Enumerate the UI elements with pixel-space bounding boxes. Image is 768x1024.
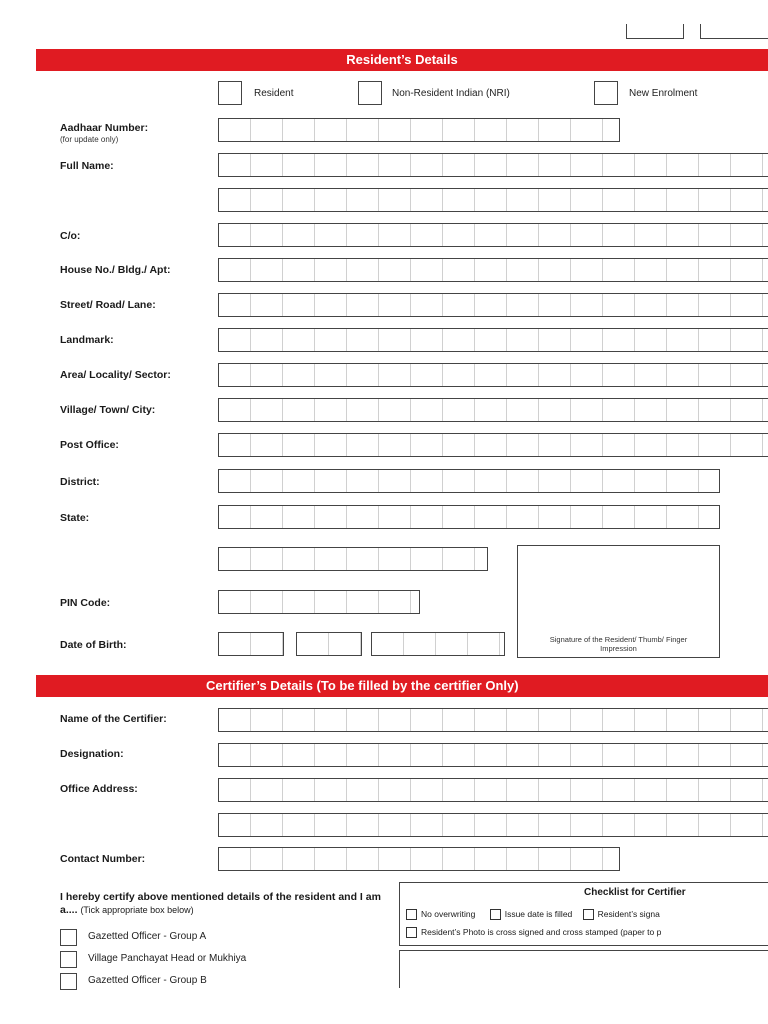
signature-box[interactable] bbox=[517, 545, 720, 658]
certifier-name-field[interactable] bbox=[218, 708, 768, 732]
full-name-field-1[interactable] bbox=[218, 153, 768, 177]
contact-number-label: Contact Number: bbox=[60, 853, 146, 865]
gazetted-group-b-checkbox[interactable] bbox=[60, 973, 77, 990]
office-address-field-2[interactable] bbox=[218, 813, 768, 837]
nri-checkbox[interactable] bbox=[358, 81, 382, 105]
no-overwriting-label: No overwriting bbox=[421, 909, 476, 919]
area-field[interactable] bbox=[218, 363, 768, 387]
resident-checkbox[interactable] bbox=[218, 81, 242, 105]
post-office-label: Post Office: bbox=[60, 439, 119, 451]
no-overwriting-checkbox[interactable] bbox=[406, 909, 417, 920]
dob-day-field[interactable] bbox=[218, 632, 284, 656]
designation-field[interactable] bbox=[218, 743, 768, 767]
issue-date-label: Issue date is filled bbox=[504, 909, 573, 919]
office-address-label: Office Address: bbox=[60, 783, 138, 795]
gazetted-group-b-label: Gazetted Officer - Group B bbox=[88, 975, 207, 986]
pin-code-field[interactable] bbox=[218, 590, 420, 614]
resident-checkbox-label: Resident bbox=[254, 88, 294, 99]
certify-statement: I hereby certify above mentioned details of the resident and I am a.... (Tick appropriate box below) bbox=[60, 891, 381, 916]
date-of-birth-label: Date of Birth: bbox=[60, 639, 127, 651]
resident-details-banner: Resident’s Details bbox=[36, 49, 768, 71]
resident-signature-label: Resident’s signa bbox=[597, 909, 660, 919]
top-box-2 bbox=[700, 24, 768, 39]
aadhaar-note: (for update only) bbox=[60, 135, 119, 144]
care-of-field[interactable] bbox=[218, 223, 768, 247]
street-label: Street/ Road/ Lane: bbox=[60, 299, 156, 311]
dob-year-field[interactable] bbox=[371, 632, 505, 656]
certifier-name-label: Name of the Certifier: bbox=[60, 713, 167, 725]
house-field[interactable] bbox=[218, 258, 768, 282]
checklist-box bbox=[399, 882, 768, 946]
district-label: District: bbox=[60, 476, 100, 488]
resident-signature-checkbox[interactable] bbox=[583, 909, 594, 920]
photo-cross-signed-checkbox[interactable] bbox=[406, 927, 417, 938]
area-label: Area/ Locality/ Sector: bbox=[60, 369, 171, 381]
village-field[interactable] bbox=[218, 398, 768, 422]
landmark-label: Landmark: bbox=[60, 334, 114, 346]
care-of-label: C/o: bbox=[60, 230, 81, 242]
photo-cross-signed-label: Resident’s Photo is cross signed and cross stamped (paper to p bbox=[421, 927, 662, 937]
certifier-stamp-box[interactable] bbox=[399, 950, 768, 988]
office-address-field-1[interactable] bbox=[218, 778, 768, 802]
extra-address-field[interactable] bbox=[218, 547, 488, 571]
street-field[interactable] bbox=[218, 293, 768, 317]
landmark-field[interactable] bbox=[218, 328, 768, 352]
pin-code-label: PIN Code: bbox=[60, 597, 111, 609]
aadhaar-label: Aadhaar Number: (for update only) bbox=[60, 122, 149, 144]
signature-caption: Signature of the Resident/ Thumb/ Finger Impression bbox=[549, 635, 688, 653]
aadhaar-number-field[interactable] bbox=[218, 118, 620, 142]
district-field[interactable] bbox=[218, 469, 720, 493]
checklist-title: Checklist for Certifier bbox=[584, 887, 686, 898]
full-name-field-2[interactable] bbox=[218, 188, 768, 212]
designation-label: Designation: bbox=[60, 748, 124, 760]
village-label: Village/ Town/ City: bbox=[60, 404, 156, 416]
gazetted-group-a-label: Gazetted Officer - Group A bbox=[88, 931, 207, 942]
new-enrolment-checkbox[interactable] bbox=[594, 81, 618, 105]
gazetted-group-a-checkbox[interactable] bbox=[60, 929, 77, 946]
house-label: House No./ Bldg./ Apt: bbox=[60, 264, 171, 276]
checklist-row-2 bbox=[406, 927, 661, 938]
dob-month-field[interactable] bbox=[296, 632, 362, 656]
state-label: State: bbox=[60, 512, 90, 524]
post-office-field[interactable] bbox=[218, 433, 768, 457]
new-enrolment-checkbox-label: New Enrolment bbox=[629, 88, 698, 99]
nri-checkbox-label: Non-Resident Indian (NRI) bbox=[392, 88, 510, 99]
certify-note: (Tick appropriate box below) bbox=[80, 905, 194, 915]
full-name-label: Full Name: bbox=[60, 160, 114, 172]
panchayat-head-checkbox[interactable] bbox=[60, 951, 77, 968]
panchayat-head-label: Village Panchayat Head or Mukhiya bbox=[88, 953, 247, 964]
contact-number-field[interactable] bbox=[218, 847, 620, 871]
certifier-details-banner: Certifier’s Details (To be filled by the certifier Only) bbox=[36, 675, 768, 697]
top-box-1 bbox=[626, 24, 684, 39]
state-field[interactable] bbox=[218, 505, 720, 529]
issue-date-checkbox[interactable] bbox=[490, 909, 501, 920]
checklist-row-1 bbox=[406, 909, 660, 920]
